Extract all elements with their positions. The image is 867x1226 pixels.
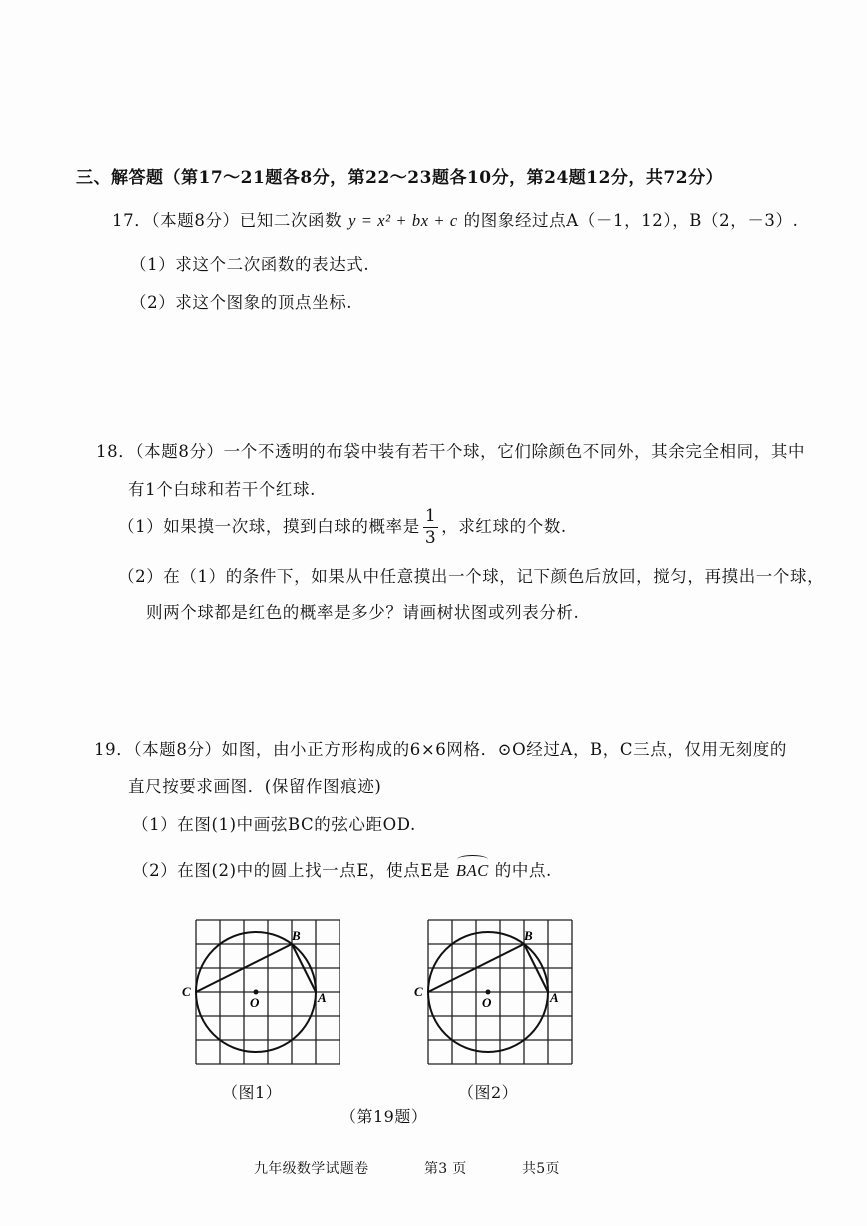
q18-part1 xyxy=(118,508,567,547)
fraction-denominator: 3 xyxy=(424,528,437,548)
center-point-o xyxy=(254,990,259,995)
figure-1-grid xyxy=(180,916,340,1070)
q17-part1: （1）求这个二次函数的表达式. xyxy=(130,255,370,274)
q18-part2-line2: 则两个球都是红色的概率是多少？请画树状图或列表分析. xyxy=(146,603,580,622)
label-b: B xyxy=(524,928,533,943)
footer-paper-title: 九年级数学试题卷 xyxy=(254,1161,369,1177)
q17-formula: y = x² + bx + c xyxy=(348,211,458,230)
q18-line2: 有1个白球和若干个红球. xyxy=(128,480,316,499)
label-c: C xyxy=(182,984,191,999)
footer-total-pages: 共5页 xyxy=(522,1161,560,1177)
q18-part2-line1: （2）在（1）的条件下，如果从中任意摸出一个球，记下颜色后放回，搅匀，再摸出一个球， xyxy=(118,567,825,586)
label-o: O xyxy=(482,995,492,1010)
q19-line1: 如图，由小正方形构成的6×6网格．⊙O经过A，B，C三点，仅用无刻度的 xyxy=(221,740,787,759)
label-a: A xyxy=(550,990,559,1005)
label-b: B xyxy=(292,928,301,943)
q18-part1-a: （1）如果摸一次球，摸到白球的概率是 xyxy=(118,517,420,536)
arc-bac-label: BAC xyxy=(455,861,489,880)
q18-part1-b: ，求红球的个数. xyxy=(441,517,567,536)
label-o: O xyxy=(250,995,260,1010)
question-19 xyxy=(94,736,787,760)
question-18 xyxy=(96,438,805,462)
q18-number: 18． xyxy=(96,442,136,461)
q17-text-b: 的图象经过点 xyxy=(463,211,567,230)
q19-number: 19． xyxy=(94,740,134,759)
q18-line1: 一个不透明的布袋中装有若干个球，它们除颜色不同外，其余完全相同，其中 xyxy=(223,442,806,461)
q19-part1: （1）在图(1)中画弦BC的弦心距OD. xyxy=(132,815,416,834)
q19-tag: （本题8分） xyxy=(133,740,222,759)
q19-line2: 直尺按要求画图．(保留作图痕迹) xyxy=(128,777,382,796)
q17-text-a: 已知二次函数 xyxy=(239,211,343,230)
q17-part2: （2）求这个图象的顶点坐标. xyxy=(130,293,353,312)
fraction-numerator: 1 xyxy=(424,506,437,526)
q17-tag: （本题8分） xyxy=(151,211,240,230)
label-c: C xyxy=(414,984,423,999)
question-17 xyxy=(112,207,798,231)
figure-group-caption: （第19题） xyxy=(340,1107,428,1126)
footer-page-number: 第3 页 xyxy=(424,1161,467,1177)
q18-tag: （本题8分） xyxy=(135,442,224,461)
section-title: 三、解答题（第17～21题各8分，第22～23题各10分，第24题12分，共72分） xyxy=(76,168,724,188)
q19-part2-a: （2）在图(2)中的圆上找一点E，使点E是 xyxy=(132,861,451,880)
figure-2-caption: （图2） xyxy=(458,1083,519,1102)
figure-1-caption: （图1） xyxy=(222,1083,283,1102)
q19-part2-b: 的中点. xyxy=(494,861,552,880)
q17-points: A（－1，12），B（2，－3）. xyxy=(566,211,799,230)
q17-number: 17． xyxy=(112,211,152,230)
fraction-one-third xyxy=(423,508,438,547)
center-point-o xyxy=(486,990,491,995)
q19-part2 xyxy=(132,857,552,881)
label-a: A xyxy=(318,990,327,1005)
figure-2-grid xyxy=(412,916,576,1070)
